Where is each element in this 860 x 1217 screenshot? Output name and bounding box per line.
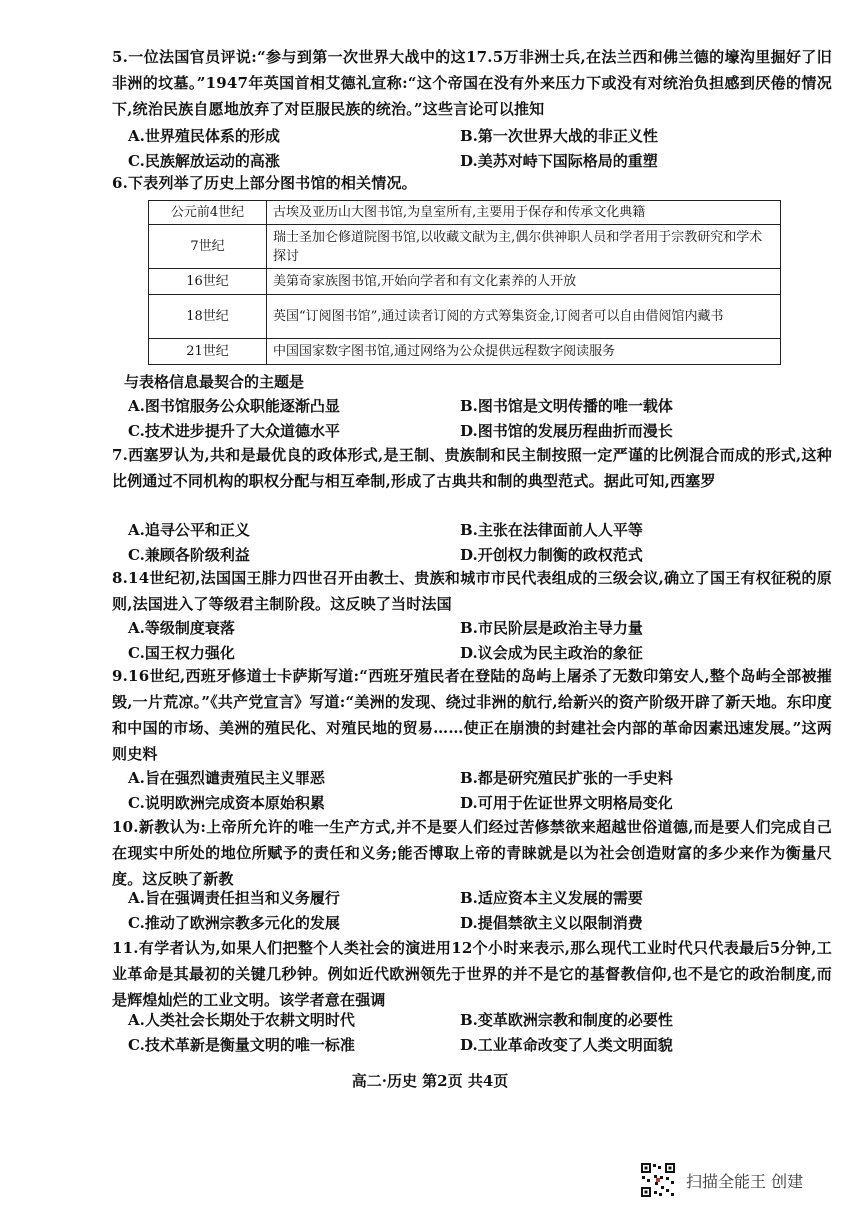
q5-option-d: D.美苏对峙下国际格局的重塑: [460, 152, 658, 170]
q11-option-d: D.工业革命改变了人类文明面貌: [460, 1036, 673, 1054]
q8-option-a: A.等级制度衰落: [128, 619, 235, 637]
q7-option-b: B.主张在法律面前人人平等: [460, 521, 643, 539]
table-cell-era: 21世纪: [149, 339, 267, 365]
table-cell-era: 18世纪: [149, 295, 267, 339]
q7-option-a: A.追寻公平和正义: [128, 521, 250, 539]
q5-option-b: B.第一次世界大战的非正义性: [460, 127, 658, 145]
question-7-stem: 7.西塞罗认为,共和是最优良的政体形式,是王制、贵族制和民主制按照一定严谨的比例混合而成的形式,这种比例通过不同机构的职权分配与相互牵制,形成了古典共和制的典型范式。据此可知,西塞罗: [112, 446, 832, 490]
table-cell-era: 公元前4世纪: [149, 201, 267, 225]
q8-option-b: B.市民阶层是政治主导力量: [460, 619, 643, 637]
table-cell-desc: 美第奇家族图书馆,开始向学者和有文化素养的人开放: [267, 269, 781, 295]
q5-option-c: C.民族解放运动的高涨: [128, 152, 280, 170]
table-cell-desc: 古埃及亚历山大图书馆,为皇室所有,主要用于保存和传承文化典籍: [267, 201, 781, 225]
question-11-stem: 11.有学者认为,如果人们把整个人类社会的演进用12个小时来表示,那么现代工业时代只代表最后5分钟,工业革命是其最初的关键几秒钟。例如近代欧洲领先于世界的并不是它的基督教信仰,也不是它的政治制度,而是辉煌灿烂的工业文明。该学者意在强调: [112, 939, 832, 1009]
question-5-stem: 5.一位法国官员评说:“参与到第一次世界大战中的这17.5万非洲士兵,在法兰西和佛兰德的壕沟里掘好了旧非洲的坟墓。”1947年英国首相艾德礼宣称:“这个帝国在没有外来压力下或没有对统治负担感到厌倦的情况下,统治民族自愿地放弃了对臣服民族的统治。”这些言论可以推知: [112, 48, 832, 118]
table-cell-desc: 英国“订阅图书馆”,通过读者订阅的方式筹集资金,订阅者可以自由借阅馆内藏书: [267, 295, 781, 339]
scanner-watermark: [640, 1163, 803, 1197]
q6-option-c: C.技术进步提升了大众道德水平: [128, 422, 340, 440]
question-9-stem: 9.16世纪,西班牙修道士卡萨斯写道:“西班牙殖民者在登陆的岛屿上屠杀了无数印第安人,整个岛屿全部被摧毁,一片荒凉。”《共产党宣言》写道:“美洲的发现、绕过非洲的航行,给新兴的资产阶级开辟了新天地。东印度和中国的市场、美洲的殖民化、对殖民地的贸易……使正在崩溃的封建社会内部的革命因素迅速发展。”这两则史料: [112, 667, 832, 763]
table-cell-era: 7世纪: [149, 225, 267, 269]
table-row: [149, 295, 781, 339]
q11-option-a: A.人类社会长期处于农耕文明时代: [128, 1011, 355, 1029]
q11-option-c: C.技术革新是衡量文明的唯一标准: [128, 1036, 355, 1054]
q9-option-c: C.说明欧洲完成资本原始积累: [128, 794, 325, 812]
q9-option-b: B.都是研究殖民扩张的一手史料: [460, 769, 673, 787]
library-table: [148, 200, 781, 365]
watermark-text: 扫描全能王 创建: [686, 1171, 804, 1191]
table-row: [149, 269, 781, 295]
q5-option-a: A.世界殖民体系的形成: [128, 127, 280, 145]
q10-option-c: C.推动了欧洲宗教多元化的发展: [128, 914, 340, 932]
table-row: [149, 339, 781, 365]
q10-option-d: D.提倡禁欲主义以限制消费: [460, 914, 643, 932]
table-cell-desc: 中国国家数字图书馆,通过网络为公众提供远程数字阅读服务: [267, 339, 781, 365]
q8-option-d: D.议会成为民主政治的象征: [460, 644, 643, 662]
q7-option-c: C.兼顾各阶级利益: [128, 546, 250, 564]
q9-option-a: A.旨在强烈谴责殖民主义罪恶: [128, 769, 325, 787]
question-6-stem: 6.下表列举了历史上部分图书馆的相关情况。: [112, 174, 417, 192]
question-8-stem: 8.14世纪初,法国国王腓力四世召开由教士、贵族和城市市民代表组成的三级会议,确立了国王有权征税的原则,法国进入了等级君主制阶段。这反映了当时法国: [112, 569, 832, 613]
q8-option-c: C.国王权力强化: [128, 644, 235, 662]
table-cell-era: 16世纪: [149, 269, 267, 295]
q6-option-a: A.图书馆服务公众职能逐渐凸显: [128, 397, 340, 415]
qr-code-icon: [640, 1162, 676, 1198]
table-cell-desc: 瑞士圣加仑修道院图书馆,以收藏文献为主,偶尔供神职人员和学者用于宗教研究和学术探讨: [267, 225, 781, 269]
page-footer: 高二·历史 第2页 共4页: [351, 1072, 509, 1090]
q6-prompt: 与表格信息最契合的主题是: [124, 373, 305, 391]
q9-option-d: D.可用于佐证世界文明格局变化: [460, 794, 673, 812]
q10-option-b: B.适应资本主义发展的需要: [460, 889, 643, 907]
question-10-stem: 10.新教认为:上帝所允许的唯一生产方式,并不是要人们经过苦修禁欲来超越世俗道德,而是要人们完成自己在现实中所处的地位所赋予的责任和义务;能否博取上帝的青睐就是以为社会创造财富的多少来作为衡量尺度。这反映了新教: [112, 818, 832, 888]
q11-option-b: B.变革欧洲宗教和制度的必要性: [460, 1011, 673, 1029]
table-row: [149, 225, 781, 269]
q6-option-d: D.图书馆的发展历程曲折而漫长: [460, 422, 673, 440]
q7-option-d: D.开创权力制衡的政权范式: [460, 546, 643, 564]
q10-option-a: A.旨在强调责任担当和义务履行: [128, 889, 340, 907]
q6-option-b: B.图书馆是文明传播的唯一载体: [460, 397, 673, 415]
table-row: [149, 201, 781, 225]
